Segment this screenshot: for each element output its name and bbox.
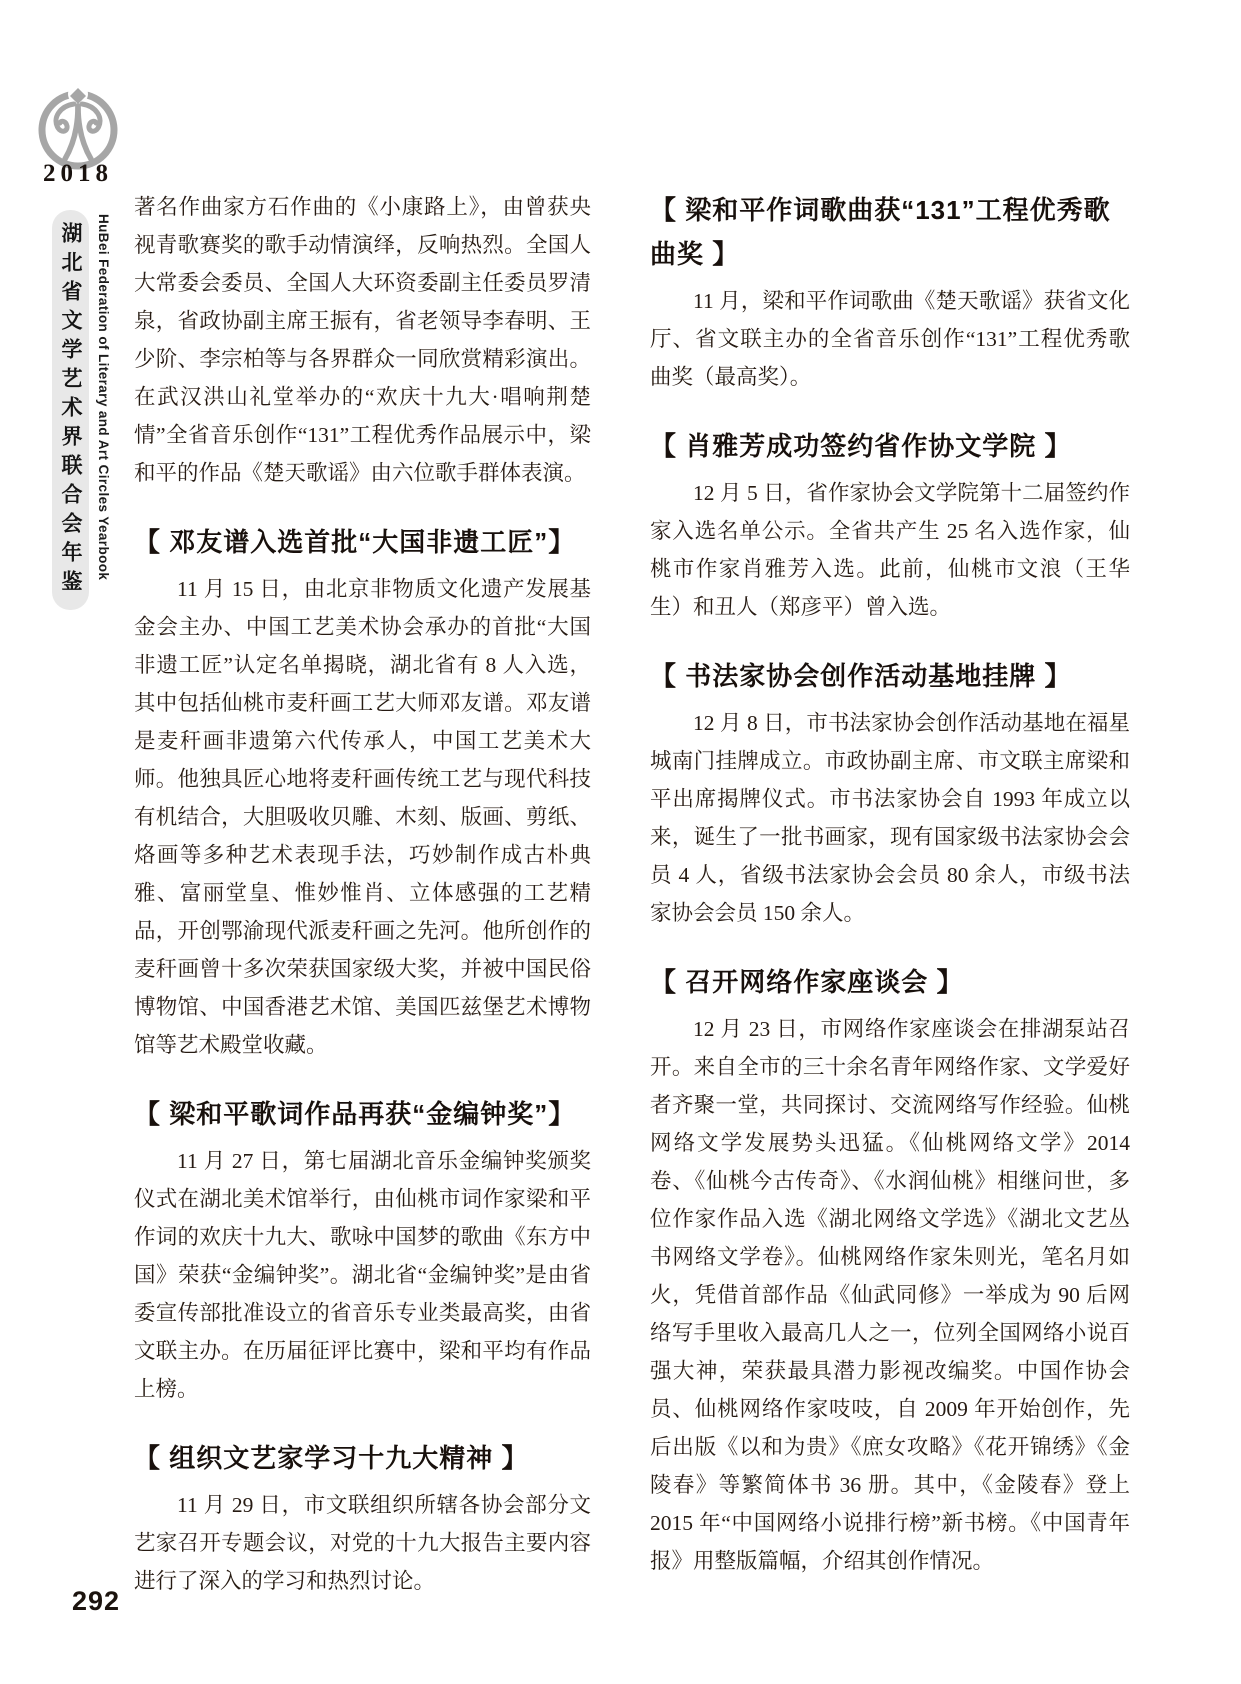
section-heading: 【 梁和平作词歌曲获“131”工程优秀歌曲奖 】 bbox=[650, 195, 1111, 269]
paragraph: 12 月 23 日，市网络作家座谈会在排湖泵站召开。来自全市的三十余名青年网络作家、文学爱好者齐聚一堂，共同探讨、交流网络写作经验。仙桃网络文学发展势头迅猛。《仙桃网络文学》2014 卷、《仙桃今古传奇》、《水润仙桃》相继问世，多位作家作品入选《湖北网络文学选》《湖北文艺丛书网络文学卷》。仙桃网络作家朱则光，笔名月如火，凭借首部作品《仙武同修》一举成为 90 后网络写手里收入最高几人之一，位列全国网络小说百强大神，荣获最具潜力影视改编奖。中国作协会员、仙桃网络作家吱吱，自 2009 年开始创作，先后出版《以和为贵》《庶女攻略》《花开锦绣》《金陵春》等繁简体书 36 册。其中，《金陵春》登上 2015 年“中国网络小说排行榜”新书榜。《中国青年报》用整版篇幅，介绍其创作情况。 bbox=[650, 1017, 1130, 1573]
paragraph: 著名作曲家方石作曲的《小康路上》，由曾获央视青歌赛奖的歌手动情演绎，反响热烈。全国人大常委会委员、全国人大环资委副主任委员罗清泉，省政协副主席王振有，省老领导李春明、王少阶、李宗柏等与各界群众一同欣赏精彩演出。在武汉洪山礼堂举办的“欢庆十九大·唱响荆楚情”全省音乐创作“131”工程优秀作品展示中，梁和平的作品《楚天歌谣》由六位歌手群体表演。 bbox=[134, 195, 591, 485]
year-label: 2018 bbox=[43, 160, 113, 187]
section-heading: 【 肖雅芳成功签约省作协文学院 】 bbox=[650, 431, 1072, 461]
section-heading: 【 书法家协会创作活动基地挂牌 】 bbox=[650, 661, 1072, 691]
section-heading: 【 组织文艺家学习十九大精神 】 bbox=[134, 1443, 529, 1473]
paragraph: 11 月，梁和平作词歌曲《楚天歌谣》获省文化厅、省文联主办的全省音乐创作“131”工程优秀歌曲奖（最高奖）。 bbox=[650, 289, 1130, 389]
federation-logo-icon bbox=[34, 84, 122, 172]
sidebar-title-chinese: 湖北省文学艺术界联合会年鉴 bbox=[52, 210, 89, 610]
section-heading: 【 梁和平歌词作品再获“金编钟奖”】 bbox=[134, 1099, 576, 1129]
paragraph: 12 月 5 日，省作家协会文学院第十二届签约作家入选名单公示。全省共产生 25 名入选作家，仙桃市作家肖雅芳入选。此前，仙桃市文浪（王华生）和丑人（郑彦平）曾入选。 bbox=[650, 481, 1130, 619]
column-right bbox=[650, 188, 1130, 1580]
paragraph: 11 月 27 日，第七届湖北音乐金编钟奖颁奖仪式在湖北美术馆举行，由仙桃市词作家梁和平作词的欢庆十九大、歌咏中国梦的歌曲《东方中国》荣获“金编钟奖”。湖北省“金编钟奖”是由省委宣传部批准设立的省音乐专业类最高奖，由省文联主办。在历届征评比赛中，梁和平均有作品上榜。 bbox=[134, 1149, 591, 1401]
section-heading: 【 召开网络作家座谈会 】 bbox=[650, 967, 964, 997]
section-heading: 【 邓友谱入选首批“大国非遗工匠”】 bbox=[134, 527, 576, 557]
paragraph: 11 月 15 日，由北京非物质文化遗产发展基金会主办、中国工艺美术协会承办的首批“大国非遗工匠”认定名单揭晓，湖北省有 8 人入选，其中包括仙桃市麦秆画工艺大师邓友谱。邓友谱是麦秆画非遗第六代传承人，中国工艺美术大师。他独具匠心地将麦秆画传统工艺与现代科技有机结合，大胆吸收贝雕、木刻、版画、剪纸、烙画等多种艺术表现手法，巧妙制作成古朴典雅、富丽堂皇、惟妙惟肖、立体感强的工艺精品，开创鄂渝现代派麦秆画之先河。他所创作的麦秆画曾十多次荣获国家级大奖，并被中国民俗博物馆、中国香港艺术馆、美国匹兹堡艺术博物馆等艺术殿堂收藏。 bbox=[134, 577, 591, 1057]
sidebar-title-english: HuBei Federation of Literary and Art Circles Yearbook bbox=[96, 214, 111, 581]
paragraph: 12 月 8 日，市书法家协会创作活动基地在福星城南门挂牌成立。市政协副主席、市文联主席梁和平出席揭牌仪式。市书法家协会自 1993 年成立以来，诞生了一批书画家，现有国家级书法家协会会员 4 人，省级书法家协会会员 80 余人，市级书法家协会会员 150 余人。 bbox=[650, 711, 1130, 925]
paragraph: 11 月 29 日，市文联组织所辖各协会部分文艺家召开专题会议，对党的十九大报告主要内容进行了深入的学习和热烈讨论。 bbox=[134, 1493, 591, 1593]
page-number: 292 bbox=[72, 1586, 121, 1616]
column-left bbox=[134, 188, 591, 1600]
